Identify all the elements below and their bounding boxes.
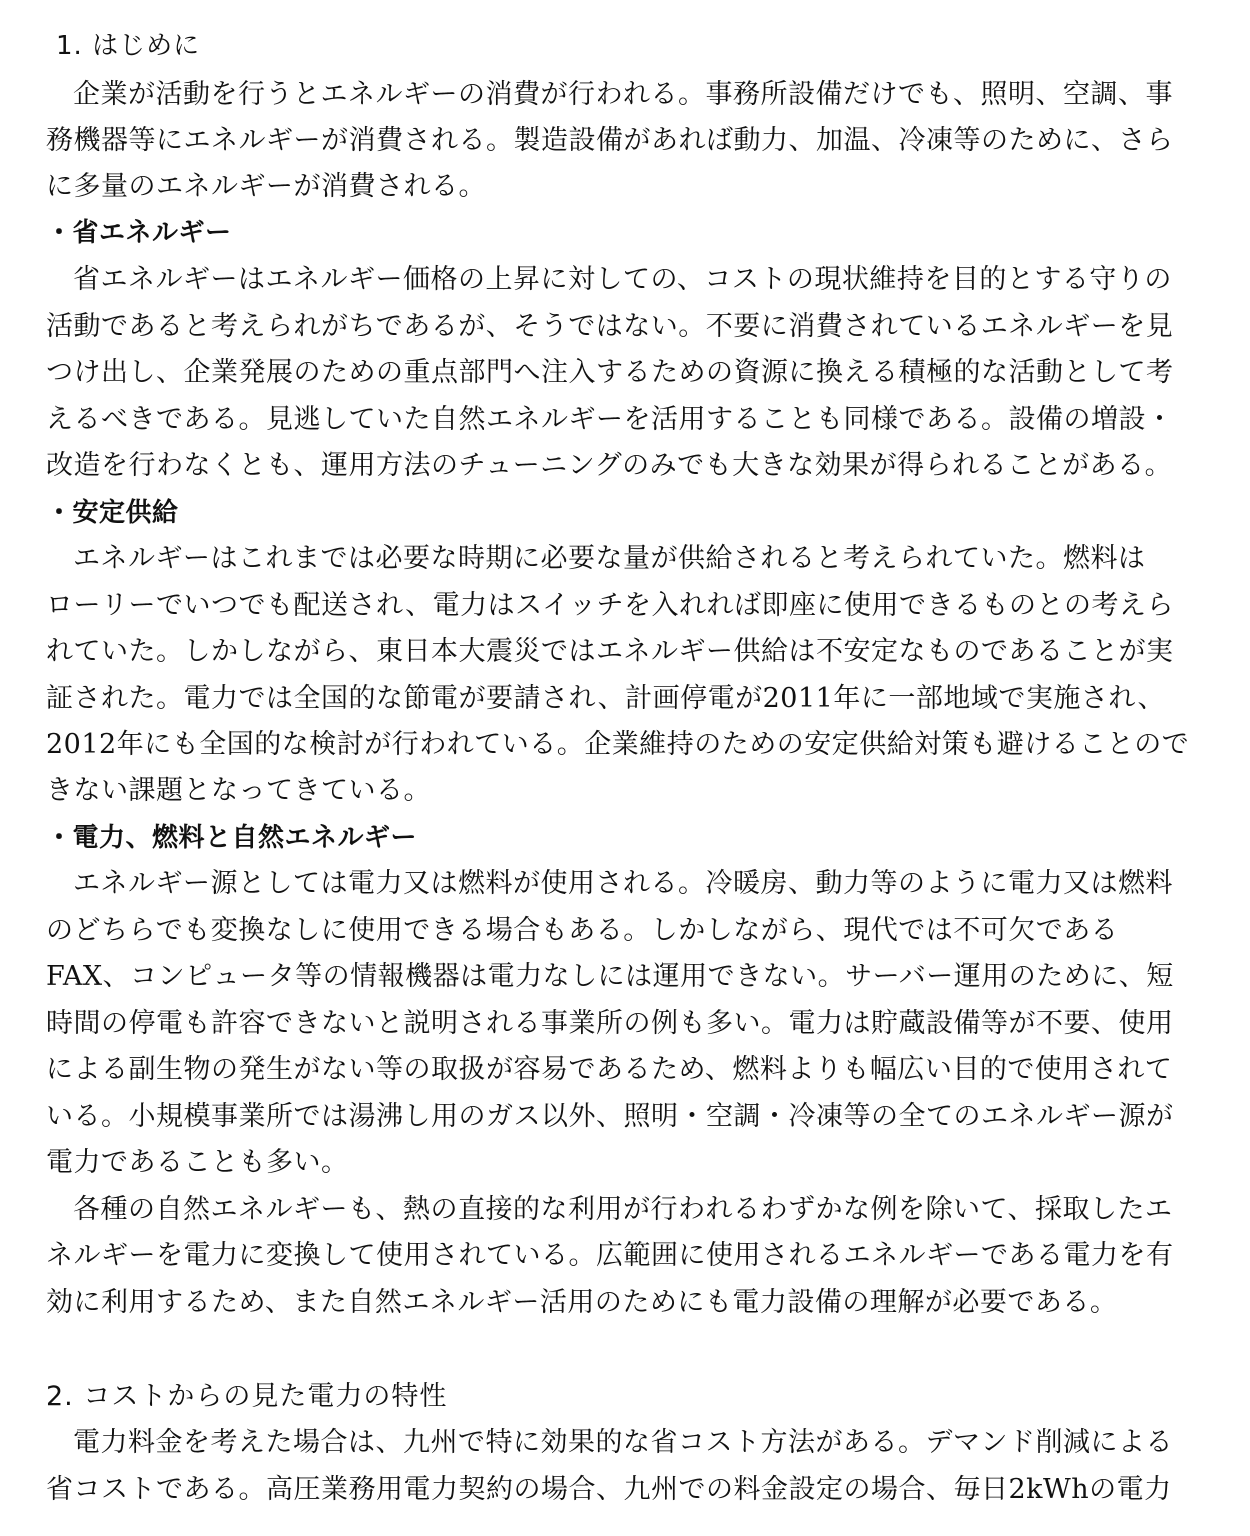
power-fuel-line-1: エネルギー源としては電力又は燃料が使用される。冷暖房、動力等のように電力又は燃料: [73, 868, 1173, 899]
stable-supply-line-4: 証された。電力では全国的な節電が要請され、計画停電が2011年に一部地域で実施され、: [46, 683, 1165, 714]
section-2-line-2: 省コストである。高圧業務用電力契約の場合、九州での料金設定の場合、毎日2kWhの電力: [46, 1474, 1172, 1505]
energy-saving-line-5: 改造を行わなくとも、運用方法のチューニングのみでも大きな効果が得られることがある。: [46, 450, 1173, 481]
energy-saving-line-4: えるべきである。見逃していた自然エネルギーを活用することも同様である。設備の増設・: [46, 404, 1174, 435]
intro-line-2: 務機器等にエネルギーが消費される。製造設備があれば動力、加温、冷凍等のために、さら: [46, 125, 1174, 156]
stable-supply-line-6: きない課題となってきている。: [46, 775, 431, 806]
stable-supply-line-2: ローリーでいつでも配送され、電力はスイッチを入れれば即座に使用できるものとの考えら: [46, 590, 1175, 621]
section-2-line-1: 電力料金を考えた場合は、九州で特に効果的な省コスト方法がある。デマンド削減による: [73, 1427, 1173, 1458]
power-fuel-line-7: 電力であることも多い。: [46, 1147, 349, 1178]
power-fuel-line-3: FAX、コンピュータ等の情報機器は電力なしには運用できない。サーバー運用のために、短: [46, 961, 1174, 992]
stable-supply-heading: ・安定供給: [46, 498, 179, 528]
stable-supply-line-5: 2012年にも全国的な検討が行われている。企業維持のための安定供給対策も避けることので: [46, 729, 1190, 760]
natural-energy-line-3: 効に利用するため、また自然エネルギー活用のためにも電力設備の理解が必要である。: [46, 1287, 1118, 1318]
section-1-heading: 1. はじめに: [56, 31, 201, 61]
section-2-heading: 2. コストからの見た電力の特性: [46, 1381, 448, 1412]
natural-energy-line-1: 各種の自然エネルギーも、熱の直接的な利用が行われるわずかな例を除いて、採取したエ: [73, 1194, 1173, 1225]
power-fuel-line-2: のどちらでも変換なしに使用できる場合もある。しかしながら、現代では不可欠である: [46, 915, 1119, 946]
stable-supply-line-1: エネルギーはこれまでは必要な時期に必要な量が供給されると考えられていた。燃料は: [73, 543, 1146, 574]
energy-saving-line-1: 省エネルギーはエネルギー価格の上昇に対しての、コストの現状維持を目的とする守りの: [73, 264, 1172, 295]
power-fuel-heading: ・電力、燃料と自然エネルギー: [46, 823, 418, 853]
intro-line-3: に多量のエネルギーが消費される。: [46, 171, 486, 202]
power-fuel-line-4: 時間の停電も許容できないと説明される事業所の例も多い。電力は貯蔵設備等が不要、使用: [46, 1008, 1174, 1039]
energy-saving-line-3: つけ出し、企業発展のための重点部門へ注入するための資源に換える積極的な活動として考: [46, 357, 1174, 388]
power-fuel-line-6: いる。小規模事業所では湯沸し用のガス以外、照明・空調・冷凍等の全てのエネルギー源が: [46, 1101, 1174, 1132]
power-fuel-line-5: による副生物の発生がない等の取扱が容易であるため、燃料よりも幅広い目的で使用されて: [46, 1054, 1173, 1085]
intro-line-1: 企業が活動を行うとエネルギーの消費が行われる。事務所設備だけでも、照明、空調、事: [73, 79, 1173, 110]
natural-energy-line-2: ネルギーを電力に変換して使用されている。広範囲に使用されるエネルギーである電力を有: [46, 1240, 1174, 1271]
stable-supply-line-3: れていた。しかしながら、東日本大震災ではエネルギー供給は不安定なものであることが実: [46, 636, 1174, 667]
energy-saving-line-2: 活動であると考えられがちであるが、そうではない。不要に消費されているエネルギーを見: [46, 311, 1174, 342]
energy-saving-heading: ・省エネルギー: [46, 218, 232, 248]
